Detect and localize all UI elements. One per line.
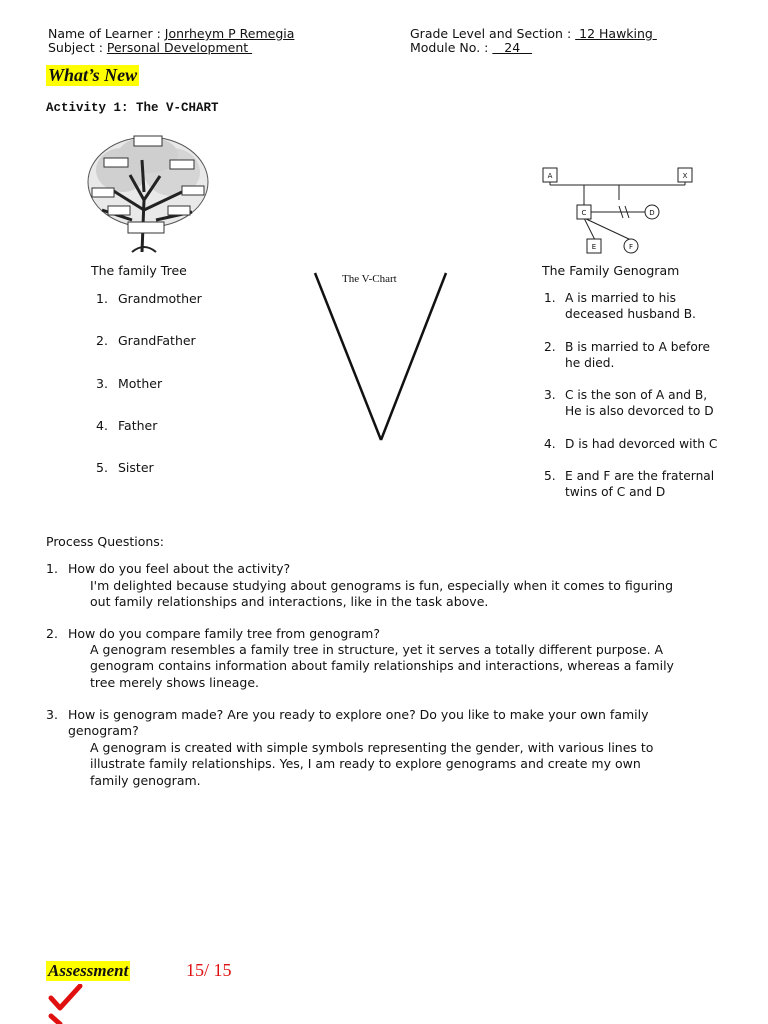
learner-value: Jonrheym P Remegia (164, 26, 295, 41)
genogram-illustration (535, 160, 705, 260)
list-item: 2. GrandFather (96, 333, 196, 349)
list-item: 1. Grandmother (96, 291, 202, 306)
family-tree-list (96, 291, 256, 502)
module-label: Module No. : (410, 40, 493, 55)
subject-value: Personal Development (106, 40, 253, 55)
grade-row (410, 26, 657, 41)
genogram-node-a: A (547, 172, 553, 180)
question-3-continued: genogram? (68, 723, 139, 738)
check-mark-icon (48, 984, 84, 1024)
list-item: 3. Mother (96, 375, 163, 391)
activity-title: Activity 1: The V-CHART (46, 101, 219, 115)
genogram-title: The Family Genogram (542, 263, 680, 278)
answer-2: A genogram resembles a family tree in structure, yet it serves a totally different purpose. A genogram contains information about family relationships and interactions, whereas a family tree merely shows lineage. (90, 642, 674, 690)
module-row (410, 40, 532, 55)
genogram-node-d: D (649, 209, 655, 217)
list-item: 5. E and F are the fraternal twins of C and D (544, 469, 715, 499)
genogram-node-c: C (581, 209, 587, 217)
section-title: What’s New (48, 65, 138, 85)
grade-value: 12 Hawking (575, 26, 657, 41)
answer-1: I'm delighted because studying about genograms is fun, especially when it comes to figuring out family relationships and interactions, like in the task above. (90, 578, 674, 610)
genogram-node-f: F (628, 243, 634, 251)
genogram-list (544, 290, 754, 502)
assessment-score: 15/ 15 (186, 960, 232, 980)
question-3: 3. How is genogram made? Are you ready to explore one? Do you like to make your own family (46, 707, 649, 722)
family-tree-title: The family Tree (91, 263, 187, 278)
process-questions-title: Process Questions: (46, 534, 165, 549)
list-item: 4. D is had devorced with C (544, 436, 718, 451)
list-item: 3. C is the son of A and B, He is also devorced to D (544, 388, 714, 418)
assessment-label: Assessment (48, 961, 129, 980)
v-chart-shape (310, 268, 450, 448)
list-item: 1. A is married to his deceased husband B. (544, 291, 696, 321)
list-item: 5. Sister (96, 460, 154, 476)
subject-label: Subject : (48, 40, 107, 55)
question-1: 1. How do you feel about the activity? (46, 561, 291, 576)
genogram-node-b: X (682, 172, 688, 180)
list-item: 2. B is married to A before he died. (544, 339, 711, 370)
learner-label: Name of Learner : (48, 26, 165, 41)
family-tree-illustration (82, 130, 214, 255)
learner-name-row (48, 26, 294, 41)
module-value: 24 (492, 40, 533, 55)
list-item: 4. Father (96, 417, 158, 433)
answer-3: A genogram is created with simple symbols representing the gender, with various lines to illustrate family relationships. Yes, I am ready to explore genograms and create my own family genogram. (90, 740, 654, 788)
grade-label: Grade Level and Section : (410, 26, 576, 41)
question-2: 2. How do you compare family tree from genogram? (46, 626, 380, 641)
v-chart-label: The V-Chart (342, 273, 397, 285)
genogram-node-e: E (591, 243, 597, 251)
subject-row (48, 40, 252, 55)
